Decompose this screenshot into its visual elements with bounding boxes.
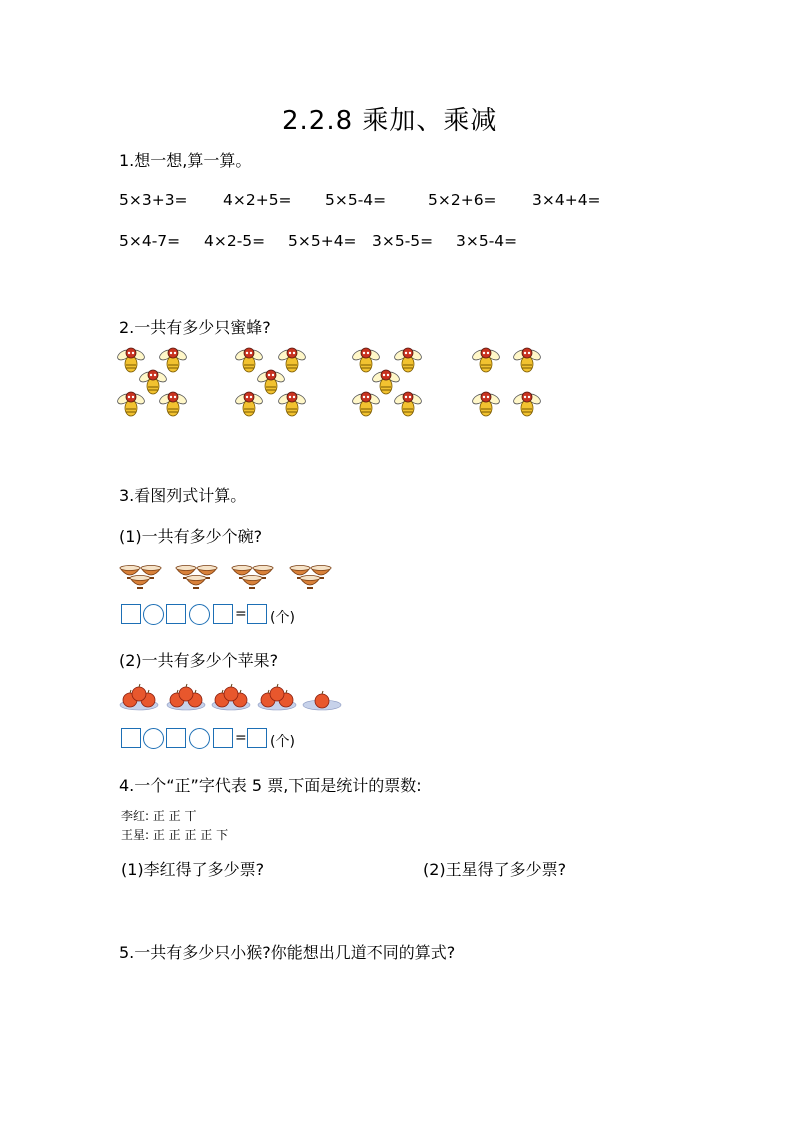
apple-icon [179, 684, 193, 701]
expr-r2-3: 5×5+4= [288, 232, 357, 250]
question-5-prompt: 5.一共有多少只小猴?你能想出几道不同的算式? [119, 943, 456, 962]
expr-r1-5: 3×4+4= [532, 191, 601, 209]
expr-r2-1: 5×4-7= [119, 232, 181, 250]
expr-r1-2: 4×2+5= [223, 191, 292, 209]
expr-r1-1: 5×3+3= [119, 191, 188, 209]
question-3-1-prompt: (1)一共有多少个碗? [119, 527, 263, 546]
equals-sign: = [235, 730, 247, 746]
answer-box[interactable] [247, 728, 267, 748]
tally-wang-xing: 王星: 正 正 正 正 下 [121, 828, 229, 842]
answer-box[interactable] [121, 728, 141, 748]
unit-label: (个) [270, 610, 295, 626]
apple-icon [270, 684, 284, 701]
expr-r2-5: 3×5-4= [456, 232, 518, 250]
question-4-1-prompt: (1)李红得了多少票? [121, 860, 265, 879]
question-3-prompt: 3.看图列式计算。 [119, 486, 247, 505]
equals-sign: = [235, 606, 247, 622]
page-title: 2.2.8 乘加、乘减 [282, 106, 498, 136]
tally-li-hong: 李红: 正 正 丅 [121, 809, 197, 823]
operator-circle[interactable] [189, 728, 210, 749]
question-4-2-prompt: (2)王星得了多少票? [423, 860, 567, 879]
question-2-prompt: 2.一共有多少只蜜蜂? [119, 318, 271, 337]
expr-r1-4: 5×2+6= [428, 191, 497, 209]
expr-r2-2: 4×2-5= [204, 232, 266, 250]
answer-box[interactable] [213, 728, 233, 748]
expr-r2-4: 3×5-5= [372, 232, 434, 250]
answer-box[interactable] [166, 728, 186, 748]
question-1-prompt: 1.想一想,算一算。 [119, 151, 252, 170]
question-4-prompt: 4.一个“正”字代表 5 票,下面是统计的票数: [119, 776, 422, 795]
apple-icon [315, 691, 329, 708]
operator-circle[interactable] [143, 728, 164, 749]
question-3-2-prompt: (2)一共有多少个苹果? [119, 651, 279, 670]
apple-icon [224, 684, 238, 701]
unit-label: (个) [270, 734, 295, 750]
apple-icon [132, 684, 146, 701]
expr-r1-3: 5×5-4= [325, 191, 387, 209]
